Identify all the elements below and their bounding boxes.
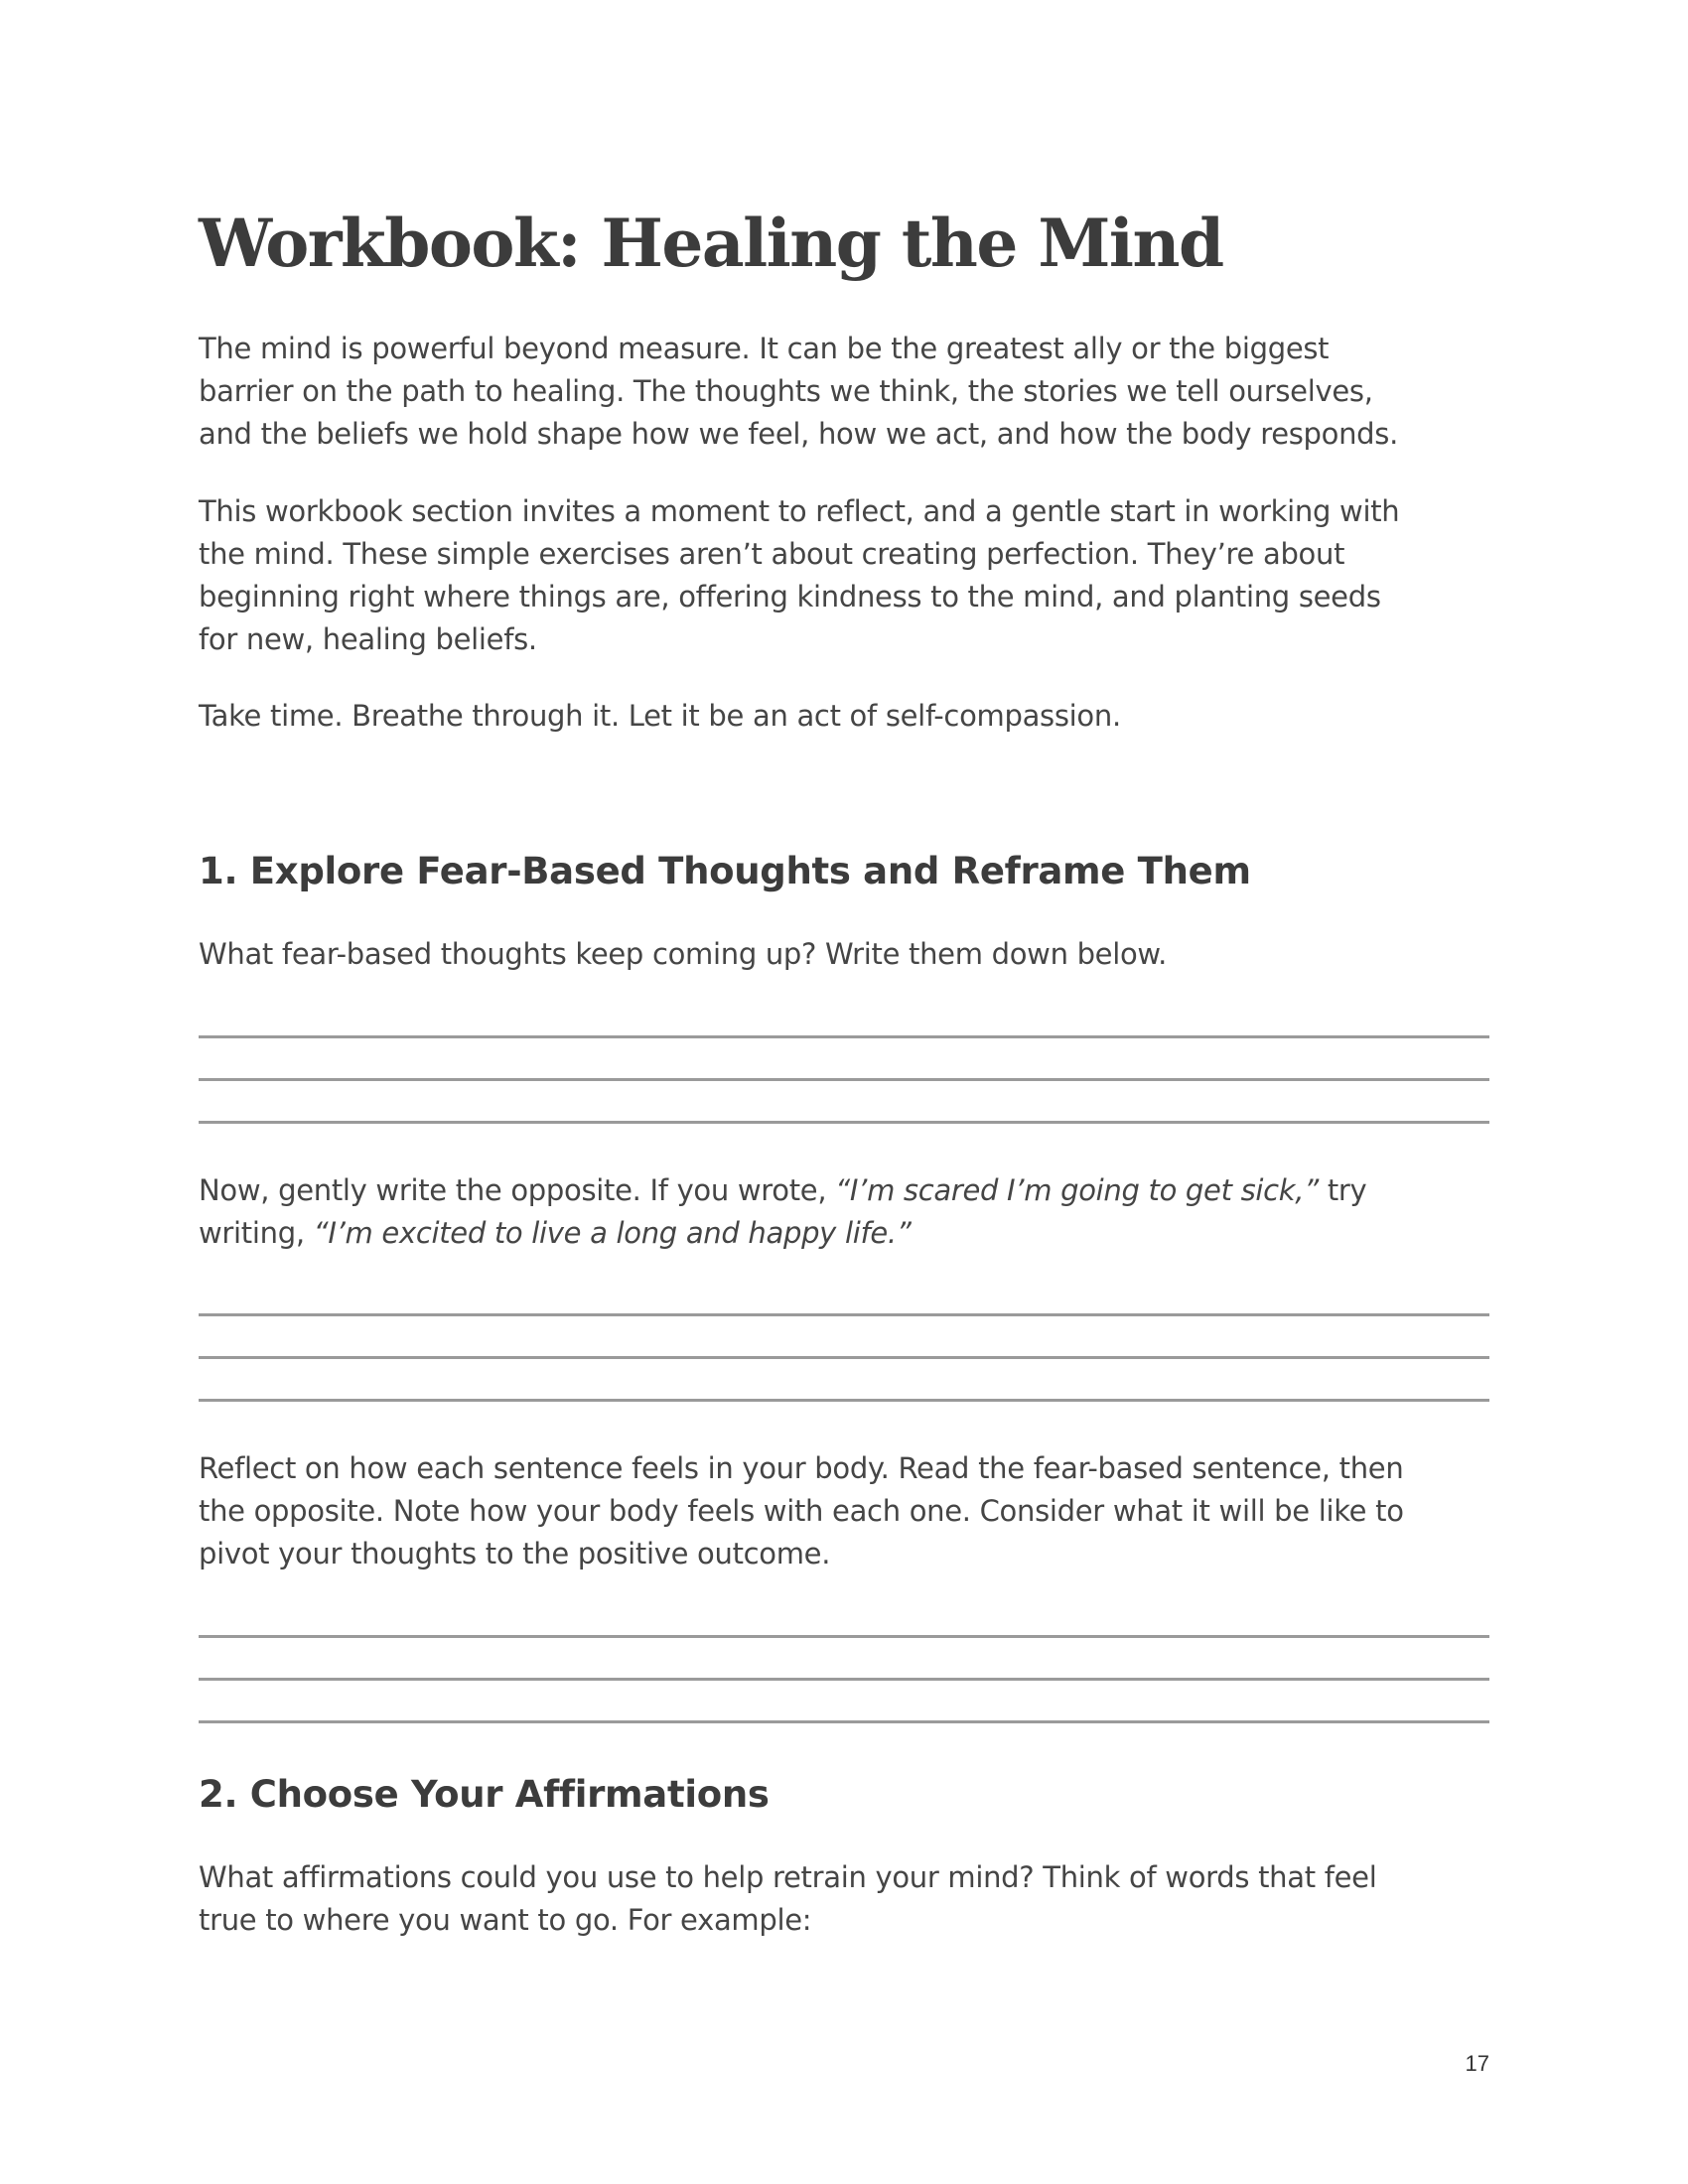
answer-line-4[interactable] — [199, 1313, 1489, 1316]
section-2-prompt-1: What affirmations could you use to help retrain your mind? Think of words that feel true to where you want to go. For example: — [199, 1860, 1377, 1937]
answer-line-1[interactable] — [199, 1035, 1489, 1038]
section-1-prompt-3: Reflect on how each sentence feels in your body. Read the fear-based sentence, then the opposite. Note how your body feels with each one. Consider what it will be like to pivot your thoughts to the positive outcome. — [199, 1451, 1404, 1570]
answer-line-6[interactable] — [199, 1399, 1489, 1402]
answer-line-3[interactable] — [199, 1121, 1489, 1124]
answer-line-5[interactable] — [199, 1356, 1489, 1359]
prompt-2-positive-quote: “I’m excited to live a long and happy life.” — [313, 1216, 912, 1250]
prompt-2-text-start: Now, gently write the opposite. If you wrote, — [199, 1173, 836, 1207]
answer-line-8[interactable] — [199, 1678, 1489, 1681]
answer-line-9[interactable] — [199, 1720, 1489, 1723]
section-1-heading: 1. Explore Fear-Based Thoughts and Reframe Them — [199, 850, 1251, 892]
intro-paragraph-2: This workbook section invites a moment to reflect, and a gentle start in working with the mind. These simple exercises aren’t about creating perfection. They’re about beginning right where things are, offering kindness to the mind, and planting seeds for new, healing beliefs. — [199, 494, 1400, 656]
page-number: 17 — [1465, 2051, 1489, 2076]
intro-paragraph-3: Take time. Breathe through it. Let it be an act of self-compassion. — [199, 699, 1121, 733]
workbook-page — [199, 0, 1489, 2184]
answer-line-7[interactable] — [199, 1635, 1489, 1638]
answer-line-2[interactable] — [199, 1078, 1489, 1081]
prompt-2-fear-quote: “I’m scared I’m going to get sick,” — [835, 1173, 1319, 1207]
section-1-prompt-1: What fear-based thoughts keep coming up? Write them down below. — [199, 937, 1168, 971]
section-1-prompt-2 — [199, 1169, 1489, 1255]
intro-paragraph-1: The mind is powerful beyond measure. It can be the greatest ally or the biggest barrier on the path to healing. The thoughts we think, the stories we tell ourselves, and the beliefs we hold shape how we feel, how we act, and how the body responds. — [199, 332, 1399, 451]
section-2-heading: 2. Choose Your Affirmations — [199, 1773, 770, 1816]
prompt-2-text-middle: try writing, — [199, 1173, 1367, 1250]
page-title: Workbook: Healing the Mind — [199, 205, 1223, 282]
